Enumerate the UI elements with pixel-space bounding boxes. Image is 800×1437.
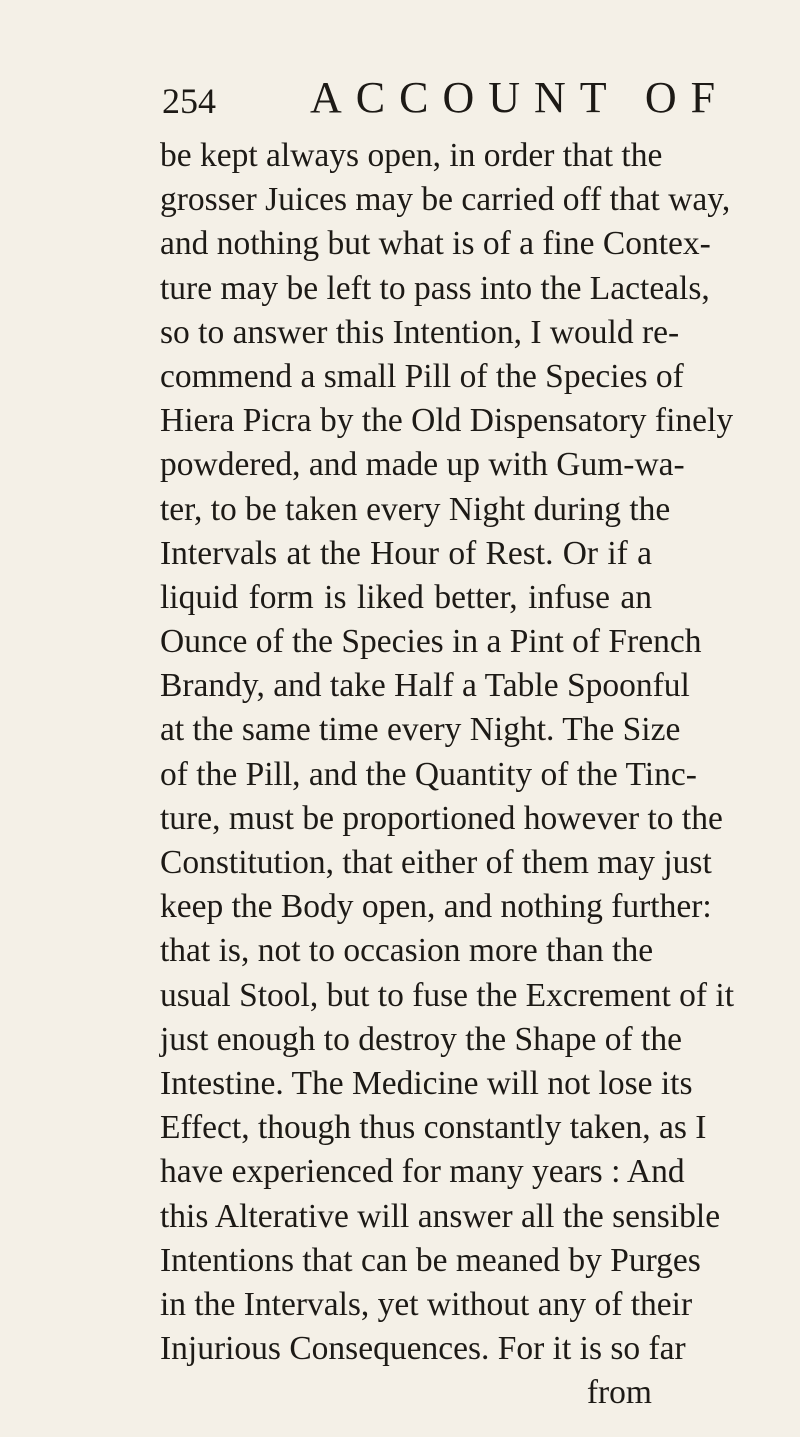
text-line: powdered, and made up with Gum-wa- (160, 446, 685, 484)
text-line: of the Pill, and the Quantity of the Tinc- (160, 755, 697, 793)
text-line: liquid form is liked better, infuse an (160, 578, 652, 616)
running-head: ACCOUNT OF (310, 73, 730, 122)
text-line: commend a small Pill of the Species of (160, 357, 684, 395)
text-line: at the same time every Night. The Size (160, 711, 681, 749)
text-line: in the Intervals, yet without any of their (160, 1285, 693, 1323)
text-line: usual Stool, but to fuse the Excrement of it (160, 976, 735, 1014)
text-line: Injurious Consequences. For it is so far (160, 1330, 686, 1368)
text-line: so to answer this Intention, I would re- (160, 313, 680, 351)
catchword: from (586, 1374, 652, 1412)
text-line: ture, must be proportioned however to the (160, 799, 723, 837)
text-line: ture may be left to pass into the Lacteals, (160, 269, 710, 307)
text-line: Ounce of the Species in a Pint of French (160, 623, 702, 661)
text-line: this Alterative will answer all the sensible (160, 1197, 721, 1235)
text-line: grosser Juices may be carried off that way, (160, 181, 731, 219)
page-number: 254 (162, 81, 216, 121)
body-text (160, 134, 735, 1415)
text-line: Intestine. The Medicine will not lose its (160, 1064, 693, 1102)
text-line: just enough to destroy the Shape of the (160, 1020, 682, 1058)
text-line: Effect, though thus constantly taken, as I (160, 1109, 707, 1147)
page-header (160, 72, 730, 122)
text-line: and nothing but what is of a fine Contex- (160, 225, 711, 263)
text-line: keep the Body open, and nothing further: (160, 888, 712, 926)
text-line: Brandy, and take Half a Table Spoonful (160, 667, 690, 705)
text-line: Hiera Picra by the Old Dispensatory finely (160, 402, 734, 440)
text-line: Constitution, that either of them may just (160, 844, 712, 881)
text-line: that is, not to occasion more than the (160, 932, 654, 970)
text-line: ter, to be taken every Night during the (160, 490, 671, 528)
text-line: Intentions that can be meaned by Purges (160, 1241, 701, 1279)
text-line: have experienced for many years : And (160, 1153, 685, 1191)
text-line: Intervals at the Hour of Rest. Or if a (160, 534, 652, 572)
text-line: be kept always open, in order that the (160, 137, 663, 174)
